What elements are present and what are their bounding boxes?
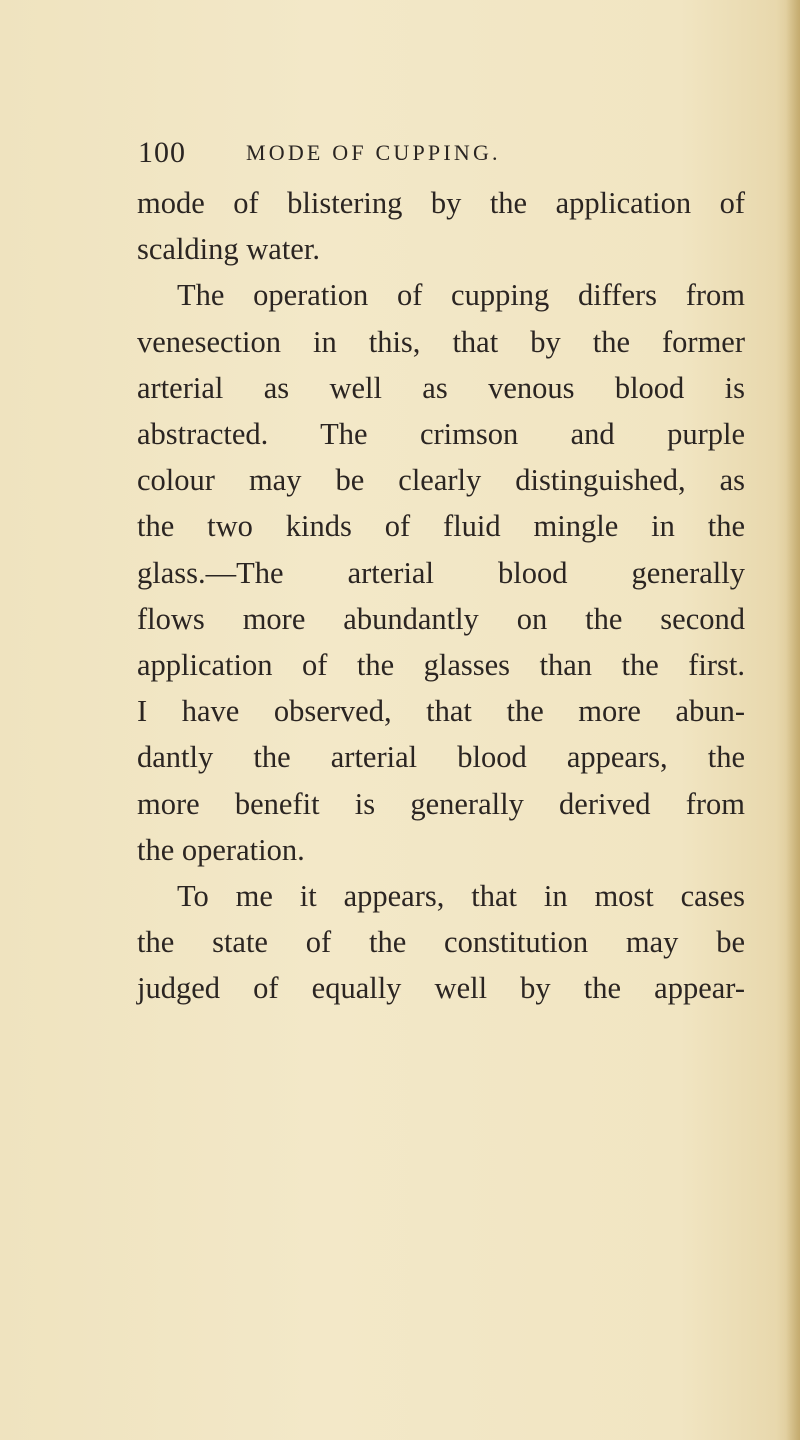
text-line: To me it appears, that in most cases xyxy=(177,879,745,914)
text-line: abstracted. The crimson and purple xyxy=(137,417,745,452)
running-head: MODE OF CUPPING. xyxy=(246,140,501,165)
text-line: I have observed, that the more abun- xyxy=(137,694,745,729)
text-line: flows more abundantly on the second xyxy=(137,601,745,636)
text-line: scalding water. xyxy=(137,232,320,267)
text-line: colour may be clearly distinguished, as xyxy=(137,463,745,498)
text-line: venesection in this, that by the former xyxy=(137,324,745,359)
page-number: 100 xyxy=(138,136,186,169)
text-line: judged of equally well by the appear- xyxy=(137,971,745,1006)
text-line: the state of the constitution may be xyxy=(137,925,745,960)
text-line: application of the glasses than the first. xyxy=(137,648,745,683)
text-line: the operation. xyxy=(137,832,305,867)
text-line: dantly the arterial blood appears, the xyxy=(137,740,745,775)
text-line: The operation of cupping differs from xyxy=(177,278,745,313)
page-header xyxy=(138,136,758,176)
text-line: the two kinds of fluid mingle in the xyxy=(137,509,745,544)
body-text xyxy=(137,180,745,1012)
text-line: mode of blistering by the application of xyxy=(137,186,745,220)
text-line: glass.—The arterial blood generally xyxy=(137,555,745,590)
page-edge-shadow xyxy=(786,0,800,1440)
text-line: more benefit is generally derived from xyxy=(137,786,745,821)
text-line: arterial as well as venous blood is xyxy=(137,370,745,405)
